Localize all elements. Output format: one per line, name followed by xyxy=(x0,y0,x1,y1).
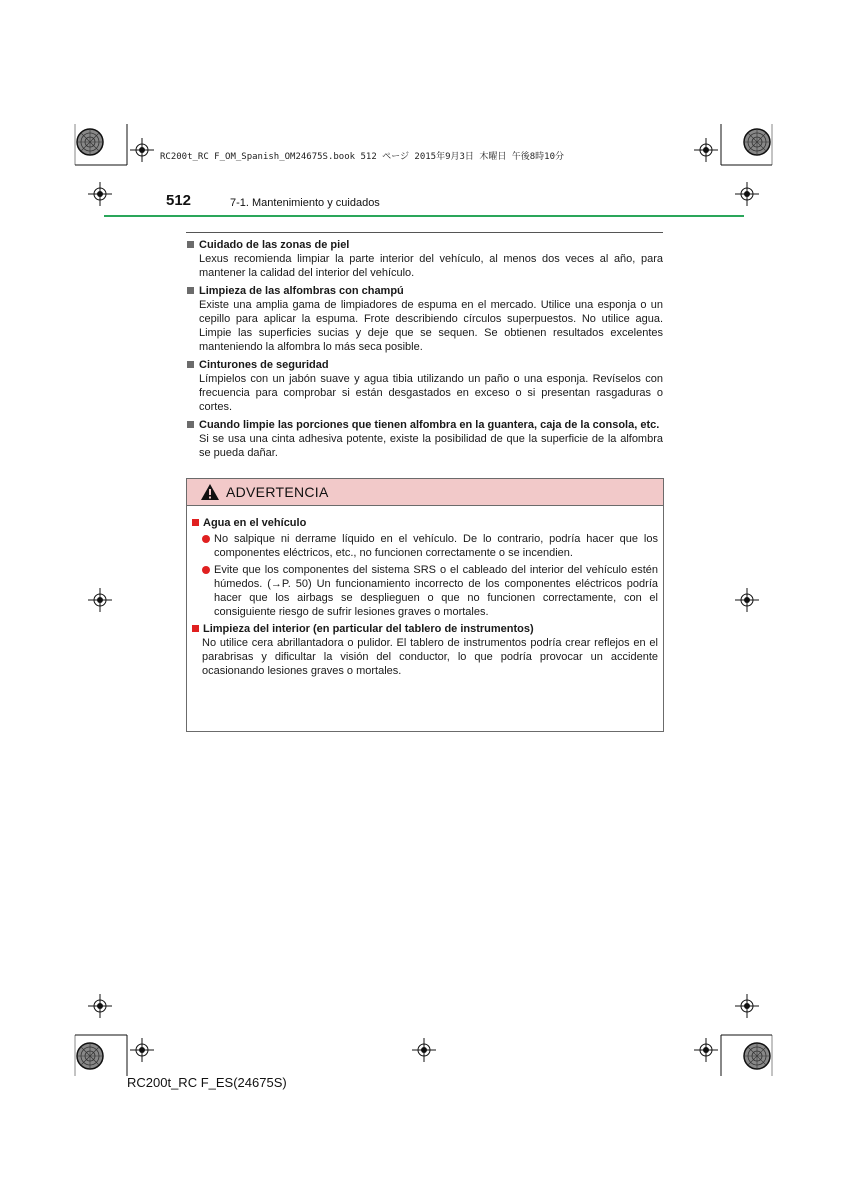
warning-bullet xyxy=(202,532,658,560)
square-bullet-icon xyxy=(187,287,194,294)
registration-target-icon xyxy=(694,138,718,162)
warning-triangle-icon xyxy=(200,483,220,501)
item-heading: Cuando limpie las porciones que tienen alfombra en la guantera, caja de la consola, etc. xyxy=(199,419,660,431)
registration-target-icon xyxy=(88,182,112,206)
item-body: Si se usa una cinta adhesiva potente, existe la posibilidad de que la superficie de la alfombra se pueda dañar. xyxy=(199,433,663,459)
registration-target-icon xyxy=(130,138,154,162)
registration-star-icon xyxy=(744,129,770,155)
registration-target-icon xyxy=(735,994,759,1018)
square-bullet-icon xyxy=(187,241,194,248)
square-bullet-icon xyxy=(187,421,194,428)
registration-target-icon xyxy=(412,1038,436,1062)
warning-box xyxy=(186,478,664,732)
square-bullet-icon xyxy=(187,361,194,368)
warning-header xyxy=(187,479,663,506)
warning-section xyxy=(192,622,658,678)
content-item xyxy=(186,358,663,414)
item-body: Límpielos con un jabón suave y agua tibia utilizando un paño o una esponja. Revíselos con frecuencia para comprobar si están desgastados en exceso o si presentan rasgaduras o cortes. xyxy=(199,373,663,413)
registration-target-icon xyxy=(130,1038,154,1062)
content-item xyxy=(186,284,663,354)
warning-section-heading: Agua en el vehículo xyxy=(203,517,307,529)
warning-bullet xyxy=(202,563,658,619)
warning-section-heading: Limpieza del interior (en particular del tablero de instrumentos) xyxy=(203,623,534,635)
content-item xyxy=(186,238,663,280)
footer-code: RC200t_RC F_ES(24675S) xyxy=(127,1075,287,1090)
print-header: RC200t_RC F_OM_Spanish_OM24675S.book 512 ページ 2015年9月3日 木曜日 午後8時10分 xyxy=(160,152,564,162)
item-heading: Cinturones de seguridad xyxy=(199,359,329,371)
red-square-bullet-icon xyxy=(192,519,199,526)
registration-star-icon xyxy=(744,1043,770,1069)
registration-target-icon xyxy=(694,1038,718,1062)
warning-bullet-text: Evite que los componentes del sistema SRS o el cableado del interior del vehículo estén húmedos. (→P. 50) Un funcionamiento incorrecto de los componentes eléctricos podría hacer que los airbags se desplieguen o que no funcionen correctamente, con el consiguiente riesgo de sufrir lesiones graves o mortales. xyxy=(214,564,658,618)
section-title: 7-1. Mantenimiento y cuidados xyxy=(230,197,380,209)
main-content xyxy=(186,238,663,464)
red-dot-bullet-icon xyxy=(202,566,210,574)
warning-title: ADVERTENCIA xyxy=(226,484,329,500)
registration-star-icon xyxy=(77,1043,103,1069)
warning-section-body: No utilice cera abrillantadora o pulidor. El tablero de instrumentos podría crear reflejos en el parabrisas y dificultar la visión del conductor, lo que podría provocar un accidente ocasionando lesiones graves o mortales. xyxy=(202,637,658,677)
warning-bullet-text: No salpique ni derrame líquido en el vehículo. De lo contrario, podría hacer que los componentes eléctricos, etc., no funcionen correctamente o se incendien. xyxy=(214,533,658,559)
warning-body xyxy=(187,506,663,678)
content-divider xyxy=(186,232,663,233)
registration-star-icon xyxy=(77,129,103,155)
item-body: Lexus recomienda limpiar la parte interior del vehículo, al menos dos veces al año, para mantener la calidad del interior del vehículo. xyxy=(199,253,663,279)
content-item xyxy=(186,418,663,460)
item-heading: Cuidado de las zonas de piel xyxy=(199,239,350,251)
header-divider xyxy=(104,215,744,217)
registration-target-icon xyxy=(735,588,759,612)
registration-target-icon xyxy=(88,994,112,1018)
red-square-bullet-icon xyxy=(192,625,199,632)
red-dot-bullet-icon xyxy=(202,535,210,543)
page-number: 512 xyxy=(166,192,192,209)
item-heading: Limpieza de las alfombras con champú xyxy=(199,285,404,297)
registration-target-icon xyxy=(735,182,759,206)
item-body: Existe una amplia gama de limpiadores de espuma en el mercado. Utilice una esponja o un cepillo para aplicar la espuma. Frote describiendo círculos superpuestos. No utilice agua. Limpie las superficies sucias y deje que se sequen. Se obtienen resultados excelentes manteniendo la alfombra lo más seca posible. xyxy=(199,299,663,353)
warning-section xyxy=(192,516,658,619)
registration-target-icon xyxy=(88,588,112,612)
